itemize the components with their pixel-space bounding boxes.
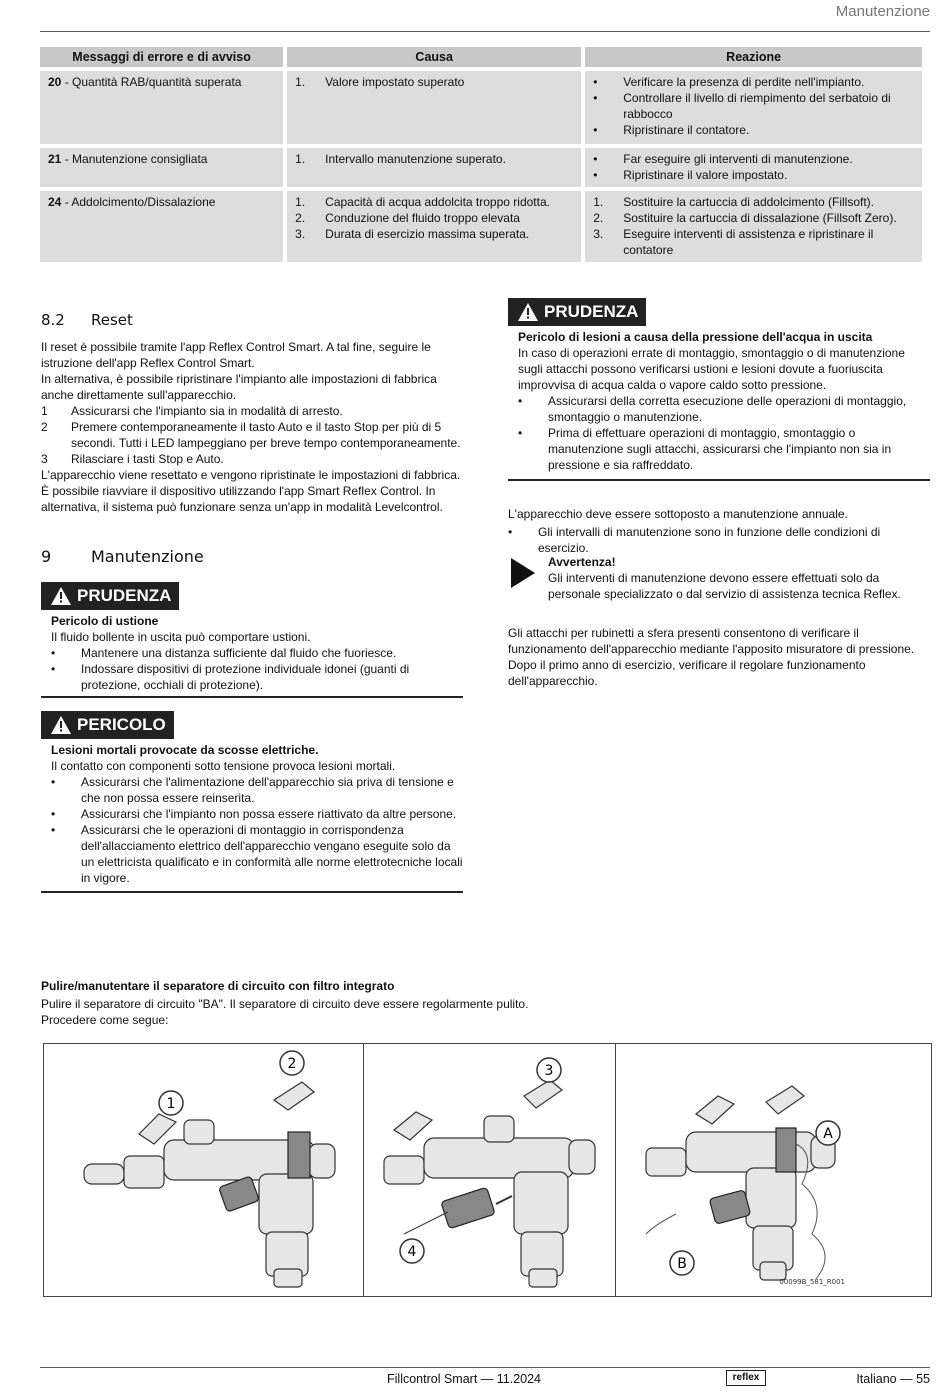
message-cell: [40, 148, 283, 187]
list-item: • Assicurarsi che le operazioni di montaggio in corrispondenza dell'allacciamento elettrico dell'apparecchio vengano eseguite solo da un elettricista qualificato e in conformità alle norme elettrotecniche locali in vigore.: [51, 823, 463, 885]
list-text: Premere contemporaneamente il tasto Auto e il tasto Stop per più di 5 secondi. Tutti i LED lampeggiano per breve tempo contemporaneamente.: [71, 420, 461, 450]
list-text: Indossare dispositivi di protezione individuale idonei (guanti di protezione, occhiali di protezione).: [81, 662, 410, 692]
list-text: Ripristinare il valore impostato.: [623, 168, 788, 182]
paragraph: Procedere come segue:: [41, 1013, 169, 1027]
footer-document-title: Fillcontrol Smart — 11.2024: [387, 1372, 541, 1386]
warning-badge: [508, 298, 646, 326]
list-text: Mantenere una distanza sufficiente dal fluido che fuoriesce.: [81, 646, 397, 660]
note-title: Avvertenza!: [548, 555, 616, 569]
note-box: [508, 554, 930, 602]
table-row: [40, 148, 922, 187]
list-item: • Mantenere una distanza sufficiente dal fluido che fuoriesce.: [51, 646, 397, 660]
list-text: Assicurarsi che l'alimentazione dell'apparecchio sia priva di tensione e che non possa essere reinserita.: [81, 775, 454, 805]
warning-box-pressure: [508, 298, 930, 481]
paragraph: È possibile riavviare il dispositivo utilizzando l'app Smart Reflex Control. In alternativa, il sistema può funzionare senza un'app in modalità Levelcontrol.: [41, 484, 443, 514]
list-item: • Prima di effettuare operazioni di montaggio, smontaggio o manutenzione sugli attacchi, assicurarsi che l'impianto non sia in pressione e sia raffreddato.: [518, 425, 930, 473]
warning-title: Lesioni mortali provocate da scosse elettriche.: [51, 743, 319, 757]
reaction-cell: [585, 71, 922, 144]
reaction-cell: [585, 148, 922, 187]
figure-panel-2: [364, 1044, 615, 1296]
reset-section: [41, 312, 463, 515]
paragraph: Gli attacchi per rubinetti a sfera presenti consentono di verificare il funzionamento dell'apparecchio mediante l'apposito misuratore di pressione.: [508, 626, 915, 656]
list-item: [41, 403, 463, 419]
figure-panel-3: [616, 1044, 931, 1296]
valve-illustration-1: [44, 1044, 365, 1298]
header-section-title: Manutenzione: [835, 3, 930, 20]
warning-text: In caso di operazioni errate di montaggio, smontaggio o di manutenzione sugli attacchi possono verificarsi ustioni e lesioni dovute a fuoriuscita improvvisa di acqua calda o vapore caldo sotto pressione.: [518, 346, 905, 392]
subsection-title: Pulire/manutentare il separatore di circuito con filtro integrato: [41, 979, 395, 993]
list-item: • Indossare dispositivi di protezione individuale idonei (guanti di protezione, occhiali di protezione).: [51, 661, 463, 693]
list-text: Durata di esercizio massima superata.: [325, 227, 530, 241]
paragraph: Dopo il primo anno di esercizio, verificare il regolare funzionamento dell'apparecchio.: [508, 658, 866, 688]
header-divider: [40, 31, 930, 32]
paragraph: L'apparecchio deve essere sottoposto a manutenzione annuale.: [508, 507, 848, 521]
cause-cell: [287, 71, 581, 144]
paragraph: Il reset è possibile tramite l'app Reflex Control Smart. A tal fine, seguire le istruzione dell'app Reflex Control Smart.: [41, 340, 431, 370]
list-item: [41, 451, 463, 467]
list-item: [593, 122, 914, 138]
warning-triangle-icon: [518, 303, 538, 321]
message-cell: [40, 191, 283, 262]
list-item: • Assicurarsi che l'impianto non possa essere riattivato da altre persone.: [51, 807, 457, 821]
list-item: • Assicurarsi che l'alimentazione dell'apparecchio sia priva di tensione e che non possa essere reinserita.: [51, 774, 463, 806]
error-code: 21: [48, 152, 62, 166]
list-text: Prima di effettuare operazioni di montaggio, smontaggio o manutenzione sugli attacchi, assicurarsi che l'impianto non sia in pressione e sia raffreddato.: [548, 426, 892, 472]
warning-label: PRUDENZA: [77, 586, 172, 605]
section-heading: [41, 312, 463, 328]
list-item: [41, 419, 463, 451]
error-code: 24: [48, 195, 62, 209]
list-item: [593, 90, 914, 122]
list-text: Eseguire interventi di assistenza e ripristinare il contatore: [623, 227, 874, 257]
warning-badge: [41, 711, 174, 739]
valve-illustration-2: [364, 1044, 616, 1298]
valve-illustration-3: [616, 1044, 932, 1298]
list-item: [593, 210, 914, 226]
warning-text: Il fluido bollente in uscita può comportare ustioni.: [51, 630, 311, 644]
error-table: [36, 43, 926, 266]
error-message: - Addolcimento/Dissalazione: [61, 195, 216, 209]
section-number: 9: [41, 547, 52, 566]
section-number: 8.2: [41, 311, 65, 329]
ball-valve-section: [508, 625, 930, 689]
reaction-cell: [585, 191, 922, 262]
figure-panel-1: [44, 1044, 364, 1296]
error-message: - Manutenzione consigliata: [61, 152, 208, 166]
table-header: Messaggi di errore e di avviso: [40, 47, 283, 67]
callout-label: B: [676, 1256, 687, 1272]
list-item: • Assicurarsi della corretta esecuzione delle operazioni di montaggio, smontaggio o manutenzione.: [518, 393, 930, 425]
table-header: Causa: [287, 47, 581, 67]
list-text: Assicurarsi della corretta esecuzione delle operazioni di montaggio, smontaggio o manutenzione.: [548, 394, 907, 424]
maintenance-heading-block: [41, 549, 463, 565]
list-marker: •: [593, 152, 598, 166]
note-text: Gli interventi di manutenzione devono essere effettuati solo da personale specializzato o dal servizio di assistenza tecnica Reflex.: [548, 571, 901, 601]
list-marker: 1.: [295, 195, 306, 209]
table-row: [40, 191, 922, 262]
list-marker: 1: [41, 404, 48, 418]
list-item: [295, 226, 573, 242]
callout-label: 1: [166, 1096, 176, 1112]
callout-label: 3: [544, 1063, 554, 1079]
annual-maintenance: [508, 506, 930, 556]
error-message: - Quantità RAB/quantità superata: [61, 75, 242, 89]
arrow-right-icon: [508, 556, 538, 590]
list-item: [295, 194, 573, 210]
section-heading: [41, 549, 463, 565]
maintenance-figure: [43, 1043, 932, 1297]
warning-label: PERICOLO: [77, 715, 166, 734]
callout-label: A: [822, 1126, 833, 1142]
list-marker: 2.: [593, 211, 604, 225]
figure-code: 00099B_581_R001: [779, 1278, 845, 1286]
list-marker: 1.: [295, 75, 306, 89]
list-marker: 1.: [295, 152, 306, 166]
list-text: Gli intervalli di manutenzione sono in funzione delle condizioni di esercizio.: [538, 525, 881, 555]
table-row: [40, 71, 922, 144]
warning-title: Pericolo di ustione: [51, 614, 159, 628]
warning-triangle-icon: [51, 587, 71, 605]
callout-label: 4: [407, 1244, 417, 1260]
separator-section: [41, 978, 931, 1028]
list-text: Rilasciare i tasti Stop e Auto.: [71, 452, 224, 466]
list-marker: 3.: [295, 227, 306, 241]
message-cell: [40, 71, 283, 144]
footer-page-number: Italiano — 55: [856, 1372, 930, 1386]
error-code: 20: [48, 75, 62, 89]
cause-cell: [287, 148, 581, 187]
list-marker: 3.: [593, 227, 604, 241]
list-text: Sostituire la cartuccia di addolcimento (Fillsoft).: [623, 195, 874, 209]
list-marker: •: [593, 75, 598, 89]
section-title: Manutenzione: [91, 547, 204, 566]
table-header-row: [40, 47, 922, 67]
warning-title: Pericolo di lesioni a causa della pressione dell'acqua in uscita: [518, 330, 873, 344]
warning-box-electric: [41, 711, 463, 893]
list-text: Verificare la presenza di perdite nell'impianto.: [623, 75, 865, 89]
list-marker: •: [593, 91, 598, 105]
warning-text: Il contatto con componenti sotto tensione provoca lesioni mortali.: [51, 759, 396, 773]
section-title: Reset: [91, 311, 133, 329]
list-item: [295, 151, 573, 167]
list-item: [295, 74, 573, 90]
list-text: Controllare il livello di riempimento del serbatoio di rabbocco: [623, 91, 891, 121]
callout-label: 2: [287, 1056, 297, 1072]
list-item: [593, 226, 914, 258]
footer-divider: [40, 1367, 930, 1368]
paragraph: L'apparecchio viene resettato e vengono ripristinate le impostazioni di fabbrica.: [41, 468, 461, 482]
list-item: [295, 210, 573, 226]
list-item: [593, 167, 914, 183]
list-item: [593, 74, 914, 90]
list-text: Sostituire la cartuccia di dissalazione (Fillsoft Zero).: [623, 211, 897, 225]
list-text: Assicurarsi che l'impianto non possa essere riattivato da altre persone.: [81, 807, 457, 821]
list-marker: 3: [41, 452, 48, 466]
list-text: Capacità di acqua addolcita troppo ridotta.: [325, 195, 550, 209]
list-text: Conduzione del fluido troppo elevata: [325, 211, 520, 225]
reflex-logo: reflex: [726, 1370, 766, 1386]
warning-badge: [41, 582, 179, 610]
list-marker: •: [593, 168, 598, 182]
list-text: Assicurarsi che le operazioni di montaggio in corrispondenza dell'allacciamento elettrico dell'apparecchio vengano eseguite solo da un elettricista qualificato e in conformità alle norme elettrotecniche locali in vigore.: [81, 823, 463, 885]
warning-label: PRUDENZA: [544, 302, 639, 321]
list-item: • Gli intervalli di manutenzione sono in funzione delle condizioni di esercizio.: [508, 524, 930, 556]
warning-box-burn: [41, 582, 463, 698]
list-marker: 2.: [295, 211, 306, 225]
list-item: [593, 194, 914, 210]
list-item: [593, 151, 914, 167]
cause-cell: [287, 191, 581, 262]
list-marker: 1.: [593, 195, 604, 209]
list-text: Intervallo manutenzione superato.: [325, 152, 506, 166]
list-marker: •: [593, 123, 598, 137]
table-header: Reazione: [585, 47, 922, 67]
paragraph: Pulire il separatore di circuito "BA". Il separatore di circuito deve essere regolarmente pulito.: [41, 997, 529, 1011]
list-text: Ripristinare il contatore.: [623, 123, 750, 137]
list-text: Assicurarsi che l'impianto sia in modalità di arresto.: [71, 404, 343, 418]
warning-triangle-icon: [51, 716, 71, 734]
list-marker: 2: [41, 420, 48, 434]
list-text: Valore impostato superato: [325, 75, 465, 89]
list-text: Far eseguire gli interventi di manutenzione.: [623, 152, 853, 166]
paragraph: In alternativa, è possibile ripristinare l'impianto alle impostazioni di fabbrica anche direttamente sull'apparecchio.: [41, 372, 437, 402]
